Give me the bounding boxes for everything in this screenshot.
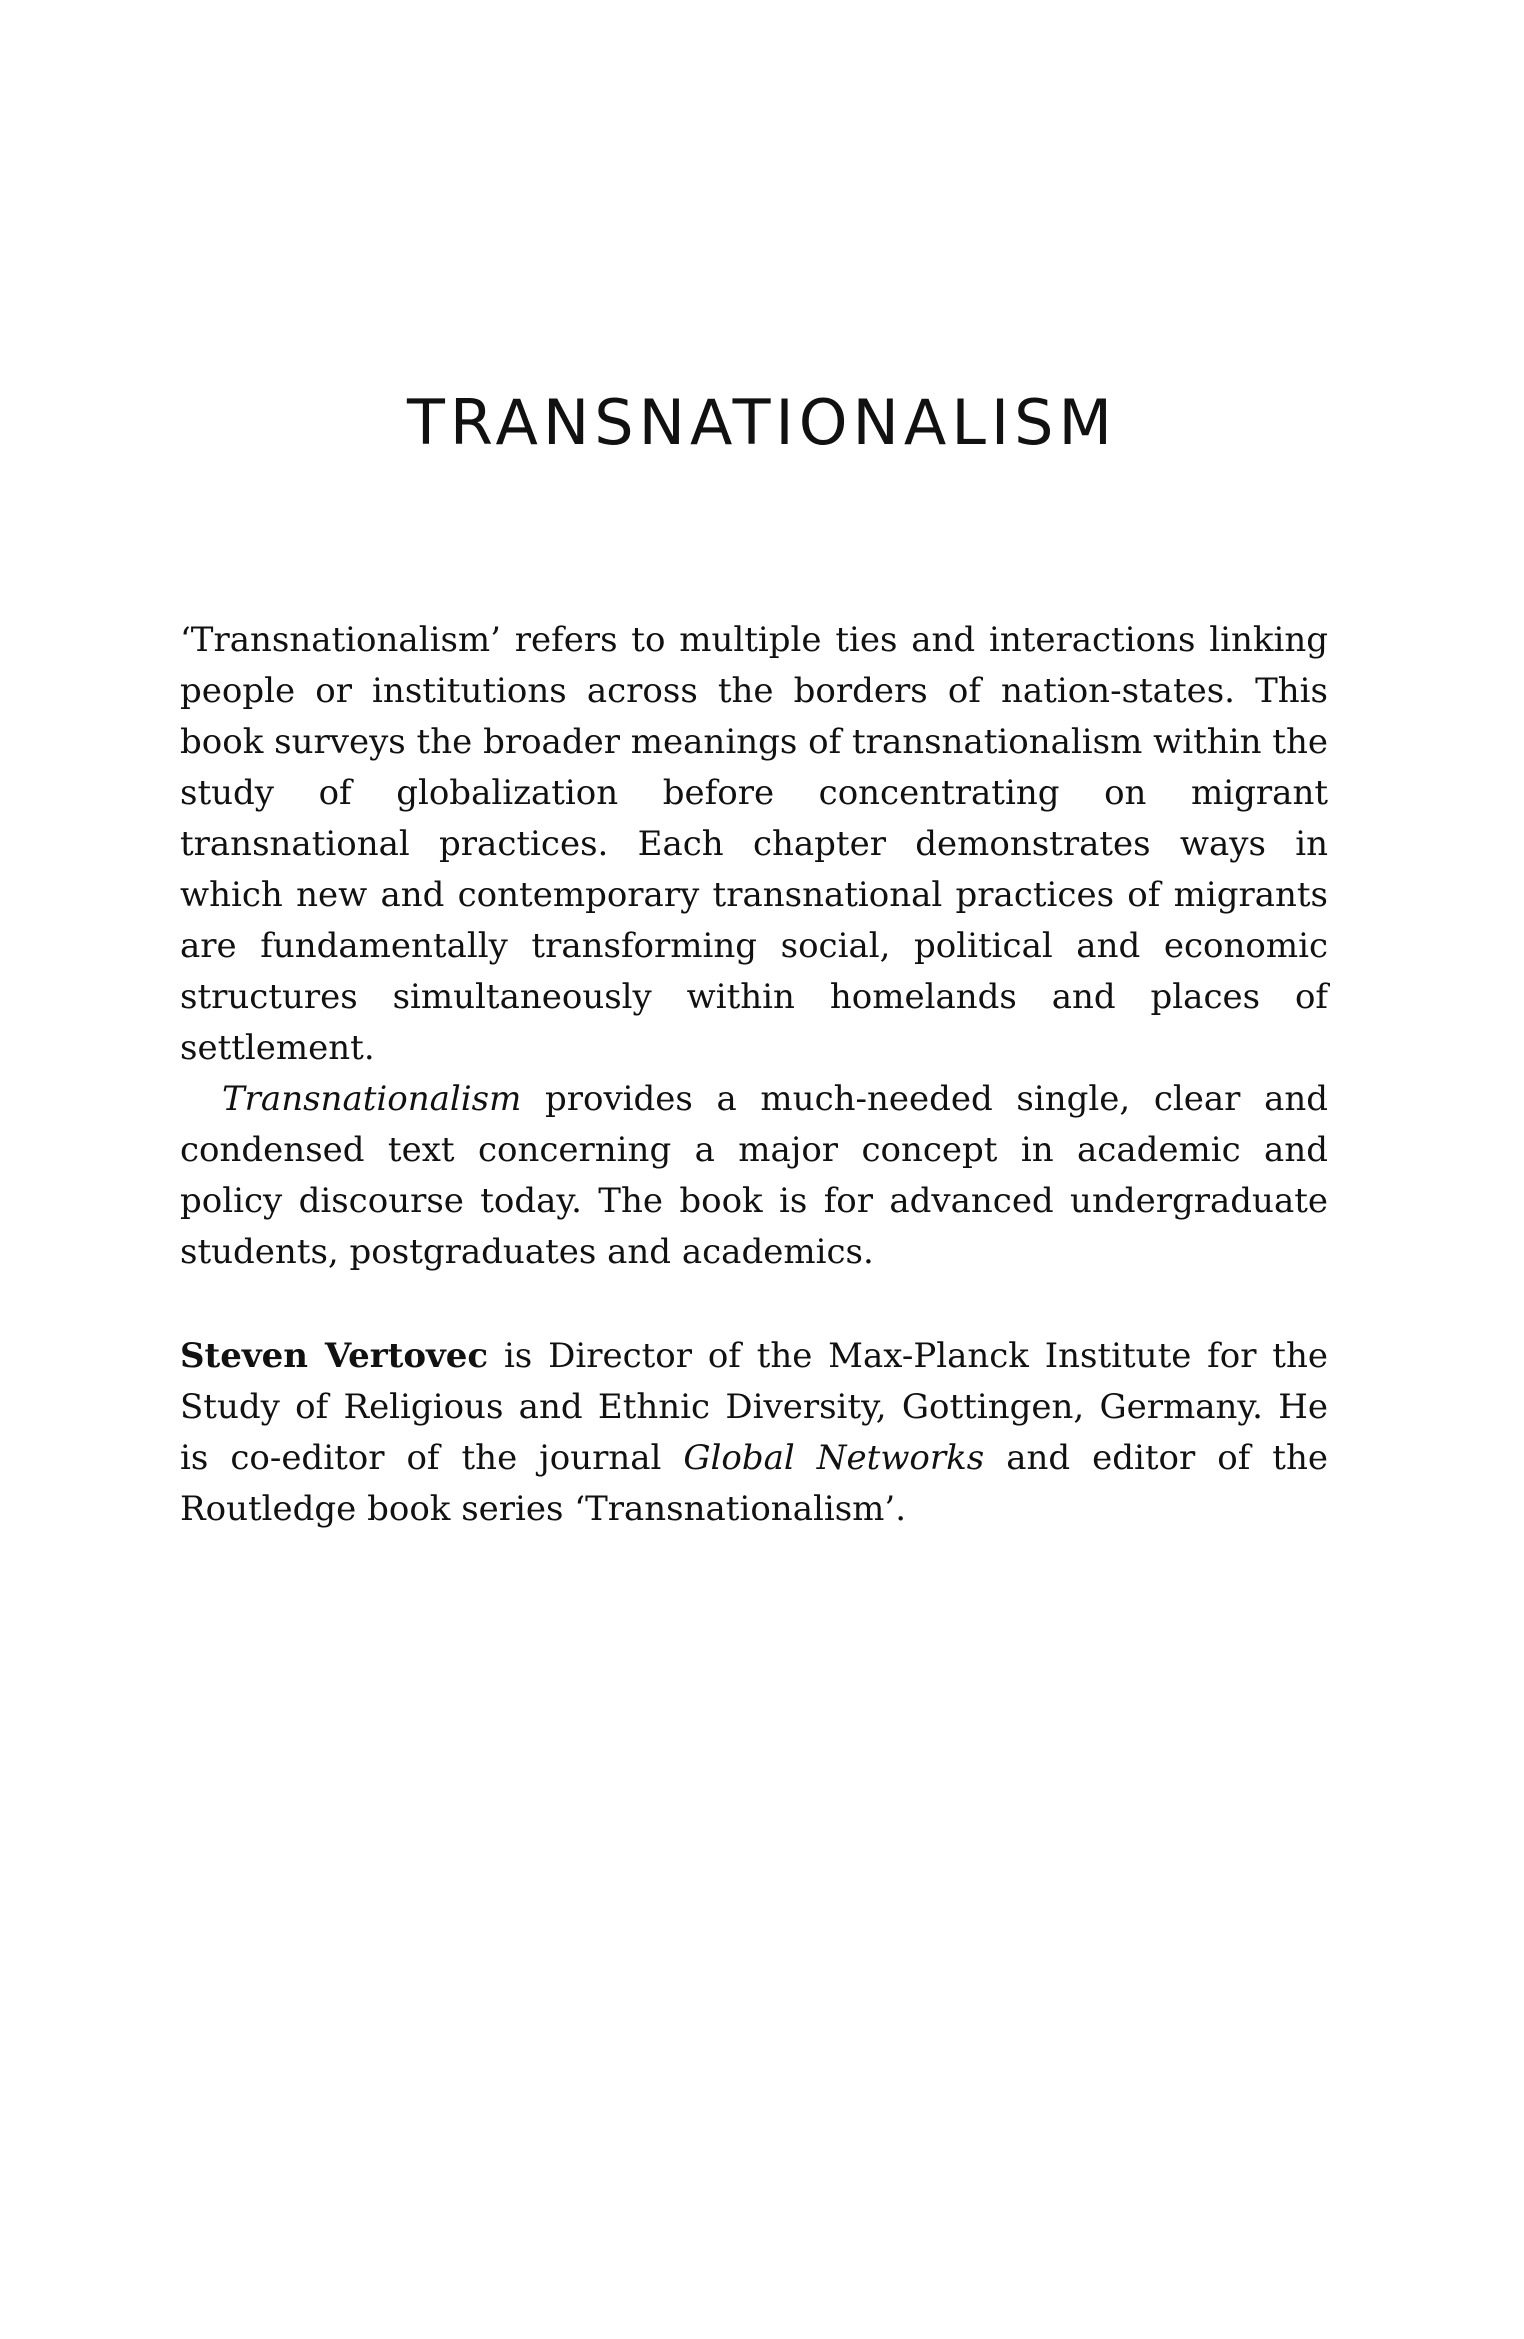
author-bio-text-b: and editor of the Routledge book series ‘Transnationalism’. (180, 1438, 1328, 1529)
book-title-italic: Transnationalism (222, 1079, 522, 1119)
blurb-paragraph-1: ‘Transnationalism’ refers to multiple ties and interactions linking people or institutions across the borders of nation-states. This book surveys the broader meanings of transnationalism within the study of globalization before concentrating on migrant transnational practices. Each chapter demonstrates ways in which new and contemporary transnational practices of migrants are fundamentally transforming social, political and economic structures simultaneously within homelands and places of settlement. (180, 620, 1328, 1068)
page-title: TRANSNATIONALISM (407, 386, 1117, 459)
author-bio (180, 1331, 1328, 1535)
author-bio-text-a: is Director of the Max-Planck Institute for the Study of Religious and Ethnic Diversity, Gottingen, Germany. He is co-editor of the journal (180, 1336, 1328, 1478)
blurb-paragraph-2-text: provides a much-needed single, clear and condensed text concerning a major concept in academic and policy discourse today. The book is for advanced undergraduate students, postgraduates and academics. (180, 1079, 1328, 1272)
blurb-paragraph-2 (180, 1074, 1328, 1278)
paragraph-gap (180, 1278, 1328, 1331)
journal-title: Global Networks (683, 1438, 985, 1478)
page-content (180, 615, 1328, 1535)
author-name: Steven Vertovec (180, 1336, 489, 1376)
